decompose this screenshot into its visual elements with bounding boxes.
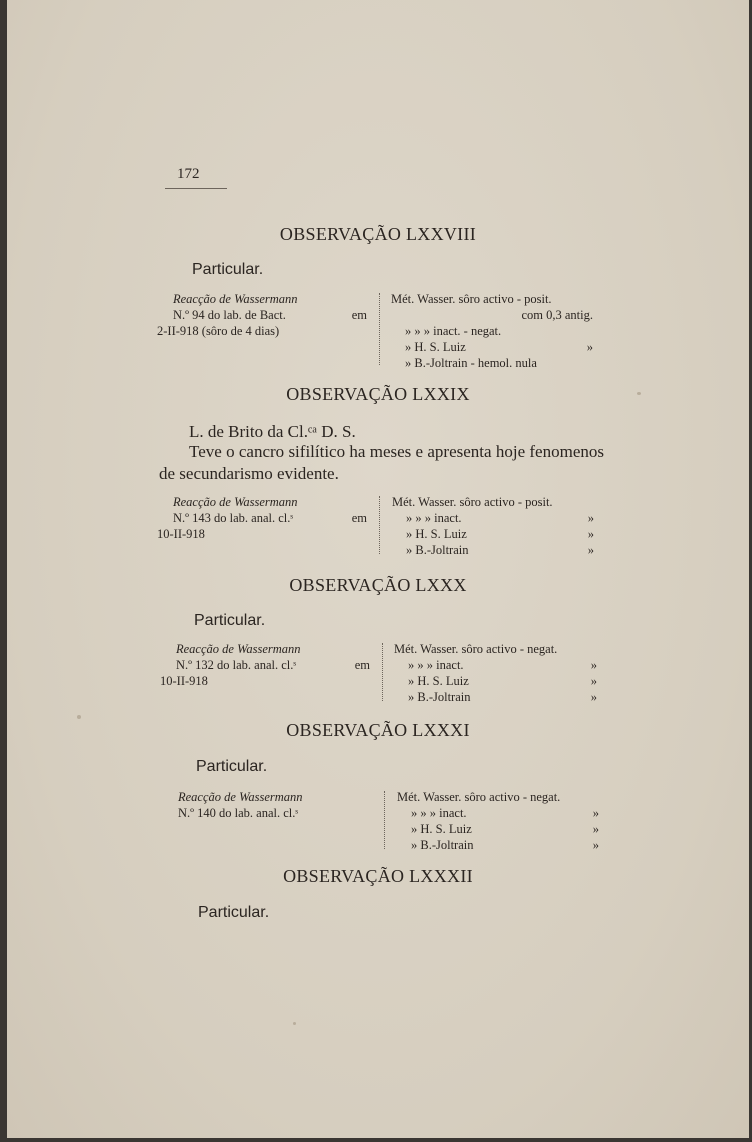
wassermann-block xyxy=(157,291,602,371)
result-row: com 0,3 antig. xyxy=(521,308,593,322)
results-list xyxy=(397,789,599,853)
reaction-date: 10-II-918 xyxy=(160,674,208,688)
result-row: » B.-Joltrain » xyxy=(408,690,597,704)
dotted-divider xyxy=(379,496,380,554)
result-row: Mét. Wasser. sôro activo - posit. xyxy=(392,495,553,509)
section-heading: OBSERVAÇÃO LXXVIII xyxy=(279,224,477,244)
section-subtitle: Particular. xyxy=(192,261,264,278)
section-heading: OBSERVAÇÃO LXXXI xyxy=(286,720,470,740)
result-row: » B.-Joltrain » xyxy=(411,838,599,852)
wassermann-block xyxy=(162,789,607,853)
reaction-info xyxy=(157,291,367,339)
result-row: » H. S. Luiz » xyxy=(408,674,597,688)
result-row: » » » inact. » xyxy=(406,511,594,525)
result-row: » H. S. Luiz » xyxy=(406,527,594,541)
reaction-title: Reacção de Wassermann xyxy=(176,642,301,656)
section-subtitle: Particular. xyxy=(196,758,268,775)
page-number-rule xyxy=(165,188,227,189)
lab-reference: N.º 94 do lab. de Bact. em xyxy=(173,308,367,322)
dotted-divider xyxy=(382,643,383,701)
reaction-title: Reacção de Wassermann xyxy=(173,495,298,509)
results-list xyxy=(391,291,593,371)
wassermann-block xyxy=(157,494,602,562)
wassermann-block xyxy=(160,641,605,707)
section-subtitle: Particular. xyxy=(194,612,266,629)
page-number: 172 xyxy=(177,166,200,182)
results-list xyxy=(392,494,594,558)
dotted-divider xyxy=(384,791,385,849)
result-row: Mét. Wasser. sôro activo - posit. xyxy=(391,292,552,306)
reaction-info xyxy=(162,789,372,821)
lab-reference: N.º 143 do lab. anal. cl.ˢ em xyxy=(173,511,367,525)
reaction-info xyxy=(157,494,367,542)
reaction-date: 10-II-918 xyxy=(157,527,205,541)
lab-reference: N.º 132 do lab. anal. cl.ˢ em xyxy=(176,658,370,672)
section-heading: OBSERVAÇÃO LXXIX xyxy=(286,384,470,404)
result-row: » » » inact. - negat. xyxy=(405,324,502,338)
result-row: » » » inact. » xyxy=(408,658,597,672)
paper-speck xyxy=(293,1022,296,1025)
dotted-divider xyxy=(379,293,380,365)
section-heading: OBSERVAÇÃO LXXX xyxy=(289,575,467,595)
book-page xyxy=(7,0,749,1138)
reaction-info xyxy=(160,641,370,689)
section-heading: OBSERVAÇÃO LXXXII xyxy=(283,866,473,886)
section-subtitle: Particular. xyxy=(198,904,270,921)
clinical-note: Teve o cancro sifilítico ha meses e apresenta hoje fenomenos de secundarismo evidente. xyxy=(159,442,604,483)
reaction-title: Reacção de Wassermann xyxy=(173,292,298,306)
lab-reference: N.º 140 do lab. anal. cl.ˢ xyxy=(178,806,299,820)
results-list xyxy=(394,641,597,705)
reaction-date: 2-II-918 (sôro de 4 dias) xyxy=(157,324,280,338)
result-row: Mét. Wasser. sôro activo - negat. xyxy=(397,790,561,804)
paper-speck xyxy=(77,715,81,719)
result-row: » B.-Joltrain - hemol. nula xyxy=(405,356,537,370)
result-row: » H. S. Luiz » xyxy=(411,822,599,836)
result-row: » B.-Joltrain » xyxy=(406,543,594,557)
reaction-title: Reacção de Wassermann xyxy=(178,790,303,804)
result-row: » H. S. Luiz » xyxy=(405,340,593,354)
patient-line: L. de Brito da Cl.ᶜᵃ D. S. xyxy=(189,422,356,441)
result-row: Mét. Wasser. sôro activo - negat. xyxy=(394,642,558,656)
result-row: » » » inact. » xyxy=(411,806,599,820)
